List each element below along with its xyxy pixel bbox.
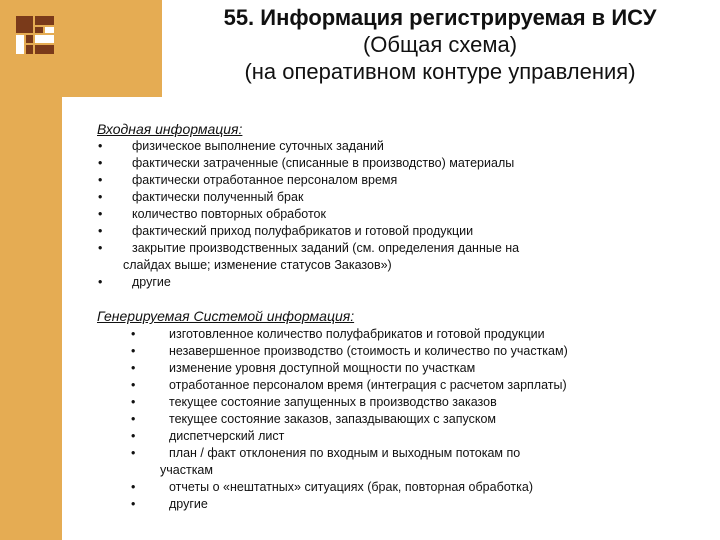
list-item (98, 223, 519, 240)
list-item (131, 377, 568, 394)
list-item-text: отработанное персоналом время (интеграция с расчетом зарплаты) (169, 378, 567, 392)
list-item-text-continuation: слайдах выше; изменение статусов Заказов») (123, 258, 392, 272)
bullet-icon: • (98, 241, 103, 255)
bullet-icon: • (98, 139, 103, 153)
title-line-1: 55. Информация регистрируемая в ИСУ (223, 5, 657, 30)
title-line-2: (Общая схема) (362, 32, 518, 57)
bullet-icon: • (131, 480, 136, 494)
bullet-icon: • (131, 327, 136, 341)
list-item (98, 172, 519, 189)
list-item-text-continuation: участкам (160, 463, 213, 477)
bullet-icon: • (98, 190, 103, 204)
list-item-text: текущее состояние запущенных в производство заказов (169, 395, 497, 409)
list-item (131, 394, 568, 411)
list-item-text: незавершенное производство (стоимость и количество по участкам) (169, 344, 568, 358)
input-info-heading: Входная информация: (97, 121, 243, 137)
list-item (131, 445, 568, 479)
list-item (131, 326, 568, 343)
bullet-icon: • (131, 446, 136, 460)
list-item (98, 240, 519, 274)
list-item-text: текущее состояние заказов, запаздывающих с запуском (169, 412, 496, 426)
list-item (98, 189, 519, 206)
list-item-text: отчеты о «нештатных» ситуациях (брак, повторная обработка) (169, 480, 533, 494)
list-item-text: фактически затраченные (списанные в производство) материалы (132, 156, 515, 170)
list-item (131, 428, 568, 445)
bullet-icon: • (131, 361, 136, 375)
slide-title (160, 4, 720, 85)
list-item-text: диспетчерский лист (169, 429, 285, 443)
list-item (98, 206, 519, 223)
bullet-icon: • (131, 412, 136, 426)
bullet-icon: • (131, 378, 136, 392)
list-item-text: другие (169, 497, 208, 511)
list-item (98, 274, 519, 291)
list-item-text: количество повторных обработок (132, 207, 326, 221)
bullet-icon: • (131, 344, 136, 358)
bullet-icon: • (131, 429, 136, 443)
bullet-icon: • (98, 156, 103, 170)
list-item (131, 360, 568, 377)
list-item-text: фактически отработанное персоналом время (132, 173, 398, 187)
bullet-icon: • (98, 275, 103, 289)
bullet-icon: • (131, 497, 136, 511)
bullet-icon: • (98, 224, 103, 238)
list-item (98, 155, 519, 172)
list-item-text: физическое выполнение суточных заданий (132, 139, 384, 153)
bullet-icon: • (131, 395, 136, 409)
generated-info-heading: Генерируемая Системой информация: (97, 308, 355, 324)
list-item (131, 496, 568, 513)
list-item-text: закрытие производственных заданий (см. определения данные на (132, 241, 520, 255)
list-item (131, 343, 568, 360)
bullet-icon: • (98, 173, 103, 187)
title-line-3: (на оперативном контуре управления) (244, 59, 636, 84)
list-item (98, 138, 519, 155)
logo-icon (16, 16, 54, 54)
list-item-text: изготовленное количество полуфабрикатов и готовой продукции (169, 327, 545, 341)
list-item-text: фактический приход полуфабрикатов и готовой продукции (132, 224, 474, 238)
list-item-text: другие (132, 275, 171, 289)
list-item-text: изменение уровня доступной мощности по участкам (169, 361, 476, 375)
input-info-list (98, 138, 519, 291)
list-item-text: фактически полученный брак (132, 190, 304, 204)
bullet-icon: • (98, 207, 103, 221)
list-item-text: план / факт отклонения по входным и выходным потокам по (169, 446, 521, 460)
generated-info-list (131, 326, 568, 513)
list-item (131, 411, 568, 428)
list-item (131, 479, 568, 496)
